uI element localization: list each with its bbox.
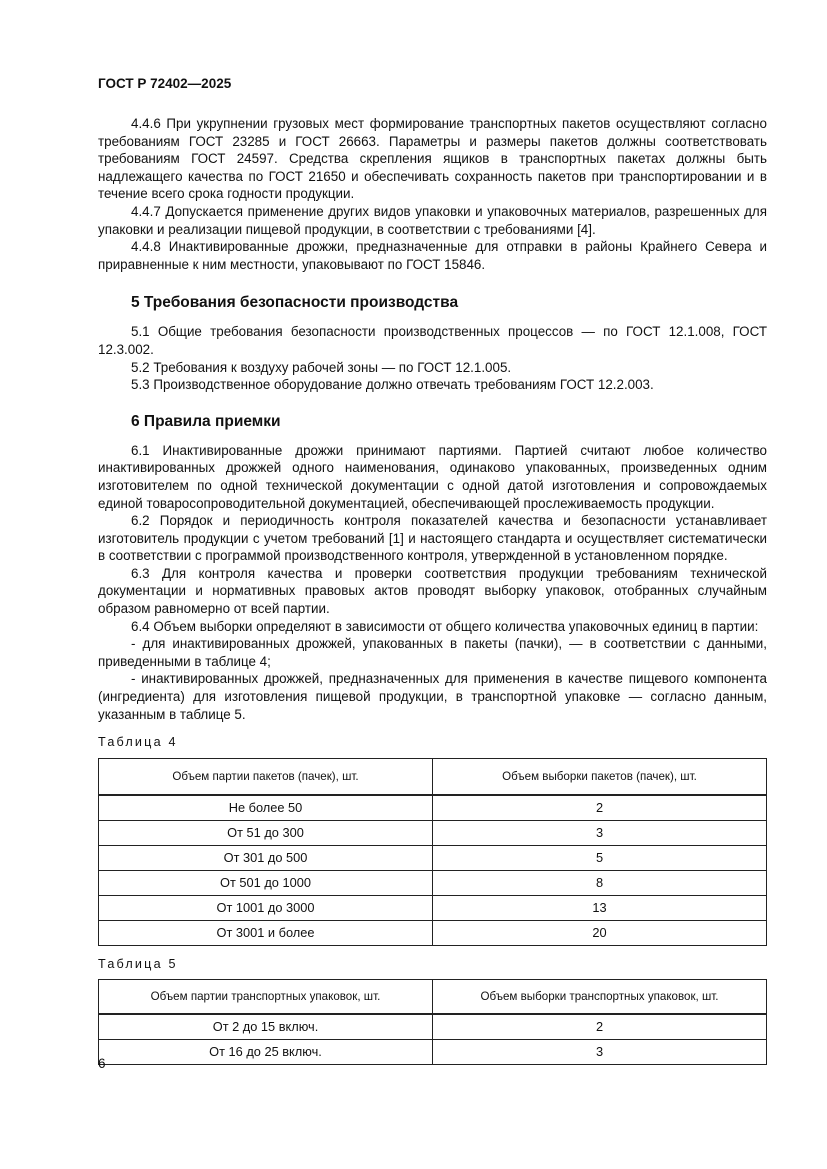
table-row [99,795,767,821]
paragraph-4-4-8: 4.4.8 Инактивированные дрожжи, предназначенные для отправки в районы Крайнего Севера и приравненные к ним местности, упаковывают по ГОСТ 15846. [98,239,767,272]
paragraph-6-2: 6.2 Порядок и периодичность контроля показателей качества и безопасности устанавливает изготовитель продукции с учетом требований [1] и настоящего стандарта и осуществляет систематически в соответствии с программой производственного контроля, утвержденной в установленном порядке. [98,513,767,564]
list-item-table5-ref: - инактивированных дрожжей, предназначенных для применения в качестве пищевого компонента (ингредиента) для изготовления пищевой продукции, в транспортной упаковке — согласно данным, указанным в таблице 5. [98,671,767,722]
paragraph-4-4-7: 4.4.7 Допускается применение других видов упаковки и упаковочных материалов, разрешенных для упаковки и реализации пищевой продукции, в соответствии с требованиями [4]. [98,203,767,237]
table-row [99,846,767,871]
table-4-caption: Таблица 4 [98,735,178,750]
paragraph-5-3: 5.3 Производственное оборудование должно отвечать требованиям ГОСТ 12.2.003. [131,377,654,393]
paragraph-6-4: 6.4 Объем выборки определяют в зависимости от общего количества упаковочных единиц в партии: [131,618,759,634]
section-6-title: 6 Правила приемки [131,412,281,430]
table-header-row [99,980,767,1015]
section-5-title: 5 Требования безопасности производства [131,294,459,312]
table-header-row [99,759,767,796]
table-row [99,896,767,921]
table-cell: 8 [433,871,767,896]
table-row [99,921,767,946]
table-cell: От 301 до 500 [99,846,433,871]
table-cell: От 16 до 25 включ. [99,1040,433,1065]
document-header: ГОСТ Р 72402—2025 [98,76,232,91]
paragraph-5-2: 5.2 Требования к воздуху рабочей зоны — по ГОСТ 12.1.005. [131,359,512,375]
paragraph-4-4-6: 4.4.6 При укрупнении грузовых мест формирование транспортных пакетов осуществляют согласно требованиям ГОСТ 23285 и ГОСТ 26663. Параметры и размеры пакетов должны соответствовать требованиям ГОСТ 24597. Средства скрепления ящиков в транспортных пакетах должны быть надлежащего качества по ГОСТ 21650 и обеспечивать сохранность пакетов при транспортировании и в течение всего срока годности продукции. [98,116,767,202]
table-cell: Не более 50 [99,795,433,821]
table-cell: От 3001 и более [99,921,433,946]
table-row [99,1040,767,1065]
table-header-cell: Объем выборки транспортных упаковок, шт. [433,980,767,1015]
page-content [98,115,767,1065]
table-5-caption: Таблица 5 [98,957,178,972]
table-5 [98,979,767,1065]
table-cell: 3 [433,821,767,846]
paragraph-5-1: 5.1 Общие требования безопасности производственных процессов — по ГОСТ 12.1.008, ГОСТ 12.3.002. [98,324,767,357]
table-cell: 2 [433,1014,767,1040]
table-header-cell: Объем выборки пакетов (пачек), шт. [433,759,767,796]
table-cell: От 1001 до 3000 [99,896,433,921]
table-header-cell: Объем партии пакетов (пачек), шт. [99,759,433,796]
table-4 [98,758,767,946]
table-cell: От 2 до 15 включ. [99,1014,433,1040]
page-number: 6 [98,1056,106,1071]
table-row [99,1014,767,1040]
table-cell: 5 [433,846,767,871]
table-row [99,821,767,846]
table-cell: От 501 до 1000 [99,871,433,896]
table-row [99,871,767,896]
paragraph-6-1: 6.1 Инактивированные дрожжи принимают партиями. Партией считают любое количество инактивированных дрожжей одного наименования, одинаково упакованных, произведенных одним изготовителем по одной технической документации с одной датой изготовления и сопровождаемых единой товаросопроводительной документацией, обеспечивающей прослеживаемость продукции. [98,442,767,511]
table-cell: 2 [433,795,767,821]
paragraph-6-3: 6.3 Для контроля качества и проверки соответствия продукции требованиям технической документации и нормативных правовых актов проводят выборку упаковок, отобранных случайным образом равномерно от всей партии. [98,565,767,617]
table-cell: 13 [433,896,767,921]
table-cell: 3 [433,1040,767,1065]
table-header-cell: Объем партии транспортных упаковок, шт. [99,980,433,1015]
table-cell: От 51 до 300 [99,821,433,846]
list-item-table4-ref: - для инактивированных дрожжей, упакованных в пакеты (пачки), — в соответствии с данными, приведенными в таблице 4; [98,636,767,669]
table-cell: 20 [433,921,767,946]
